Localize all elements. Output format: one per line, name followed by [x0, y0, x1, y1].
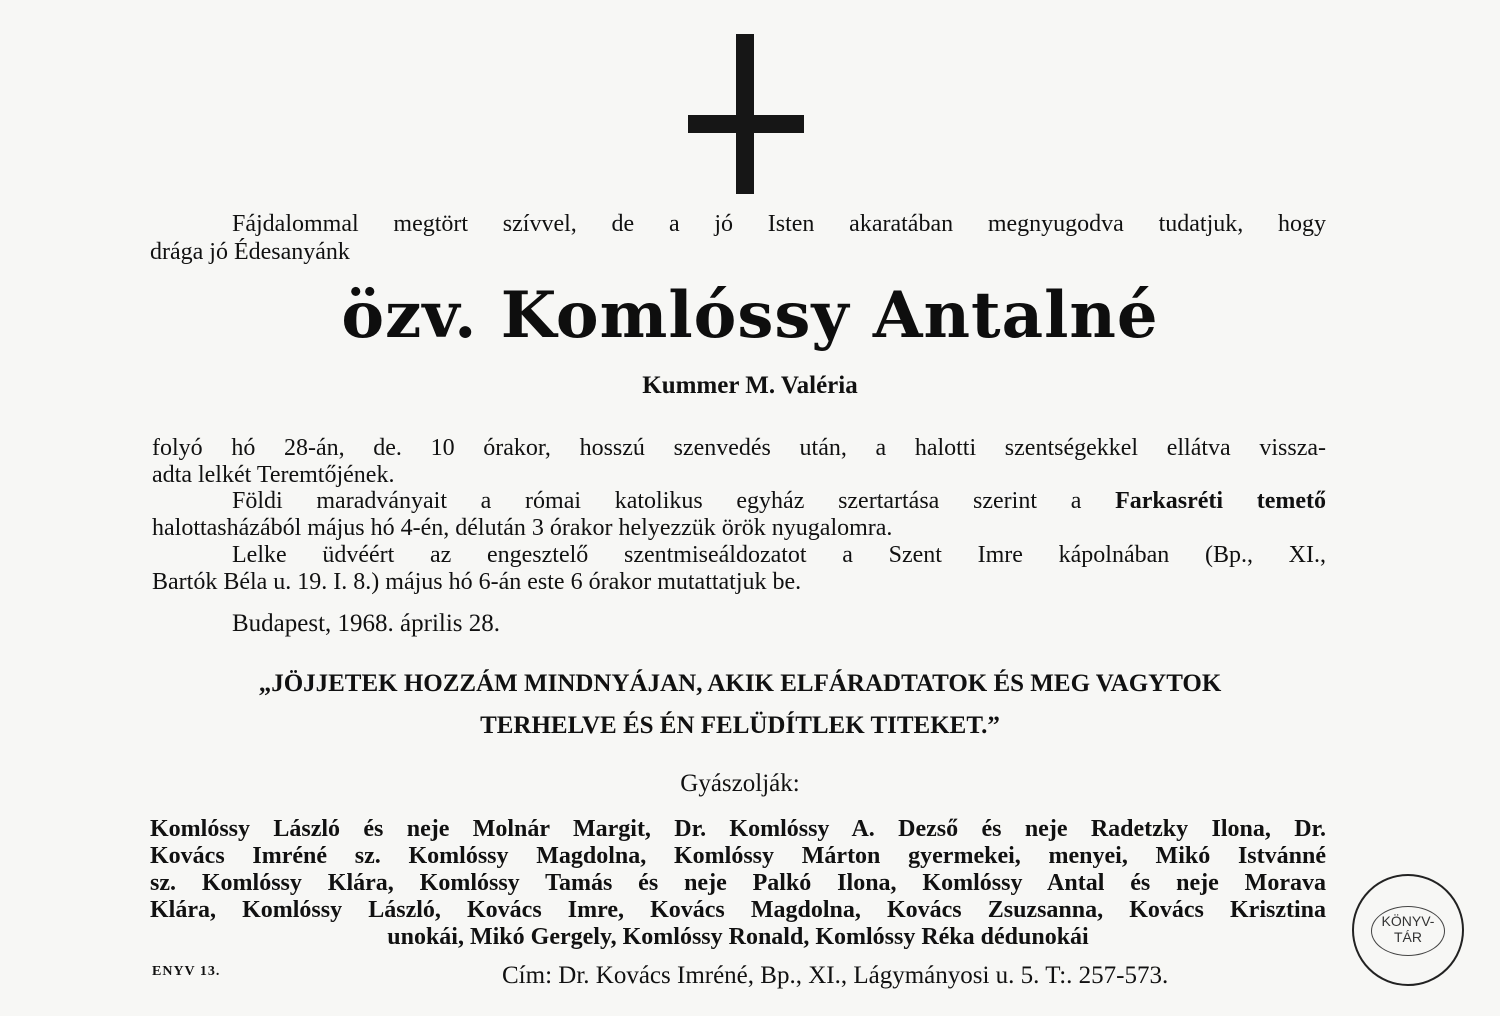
cemetery-name: Farkasréti temető [1115, 488, 1327, 514]
stamp-line-2: TÁR [1394, 929, 1422, 945]
deceased-name: özv. Komlóssy Antalné [341, 278, 1159, 353]
funeral-rite-text: Földi maradványait a római katolikus egyház szertartása szerint a [232, 488, 1082, 514]
maiden-name: Kummer M. Valéria [642, 372, 858, 399]
body-line-6: Bartók Béla u. 19. I. 8.) május hó 6-án este 6 órakor mutattatjuk be. [152, 569, 802, 595]
body-line-2: adta lelkét Teremtőjének. [152, 462, 395, 488]
body-line-5: Lelke üdvéért az engesztelő szentmiseáldozatot a Szent Imre kápolnában (Bp., XI., [232, 542, 1326, 568]
intro-line-2: drága jó Édesanyánk [150, 239, 350, 265]
mourners-line: Kovács Imréné sz. Komlóssy Magdolna, Komlóssy Márton gyermekei, menyei, Mikó Istvánné [150, 843, 1326, 869]
quote-line-2: TERHELVE ÉS ÉN FELÜDÍTLEK TITEKET.” [480, 712, 1000, 739]
cross-icon [688, 34, 806, 196]
contact-address: Cím: Dr. Kovács Imréné, Bp., XI., Lágymányosi u. 5. T:. 257-573. [502, 962, 1169, 989]
mourners-line: Klára, Komlóssy László, Kovács Imre, Kovács Magdolna, Kovács Zsuzsanna, Kovács Krisztina [150, 897, 1326, 923]
mourners-title: Gyászolják: [680, 770, 800, 797]
stamp-line-1: KÖNYV- [1381, 913, 1435, 929]
body-line-1: folyó hó 28-án, de. 10 órakor, hosszú szenvedés után, a halotti szentségekkel ellátva vissza- [152, 435, 1326, 461]
body-line-3 [232, 487, 1326, 515]
mourners-line: sz. Komlóssy Klára, Komlóssy Tamás és neje Palkó Ilona, Komlóssy Antal és neje Morava [150, 870, 1326, 896]
body-line-4: halottasházából május hó 4-én, délután 3 órakor helyezzük örök nyugalomra. [152, 515, 893, 541]
mourners-line: Komlóssy László és neje Molnár Margit, Dr. Komlóssy A. Dezső és neje Radetzky Ilona, Dr. [150, 816, 1326, 842]
stamp-inner-ring [1371, 906, 1445, 956]
printer-mark: ENYV 13. [152, 964, 221, 979]
library-stamp [1352, 874, 1464, 986]
mourners-line: unokái, Mikó Gergely, Komlóssy Ronald, Komlóssy Réka dédunokái [387, 924, 1089, 950]
place-date: Budapest, 1968. április 28. [232, 610, 501, 637]
intro-line-1: Fájdalommal megtört szívvel, de a jó Isten akaratában megnyugodva tudatjuk, hogy [232, 211, 1326, 237]
quote-line-1: „JÖJJETEK HOZZÁM MINDNYÁJAN, AKIK ELFÁRADTATOK ÉS MEG VAGYTOK [258, 670, 1222, 697]
